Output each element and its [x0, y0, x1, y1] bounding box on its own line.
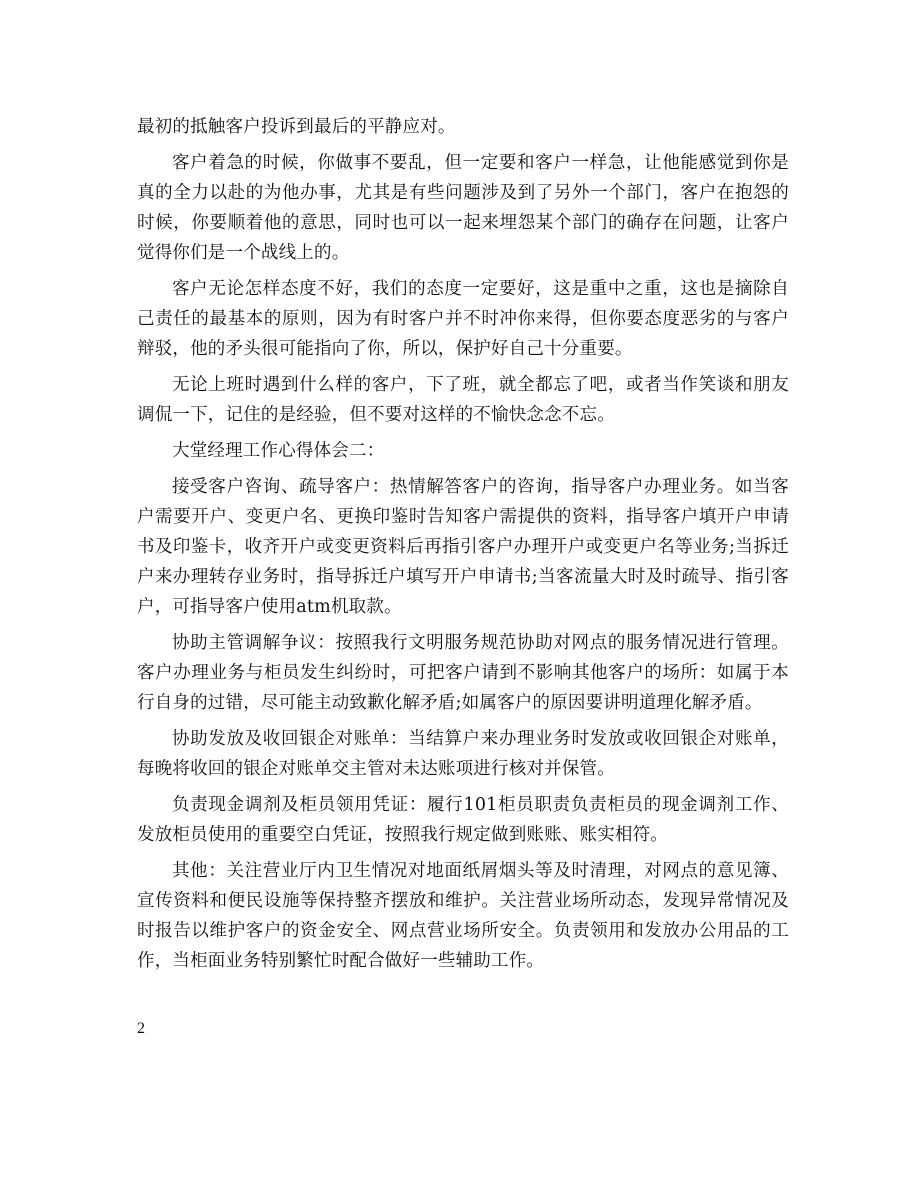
paragraph-8: 协助发放及收回银企对账单：当结算户来办理业务时发放或收回银企对账单，每晚将收回的银企对账单交主管对未达账项进行核对并保管。: [137, 729, 789, 779]
paragraph-4: 无论上班时遇到什么样的客户，下了班，就全都忘了吧，或者当作笑谈和朋友调侃一下，记住的是经验，但不要对这样的不愉快念念不忘。: [137, 375, 789, 425]
paragraph-9: 负责现金调剂及柜员领用凭证：履行101柜员职责负责柜员的现金调剂工作、发放柜员使用的重要空白凭证，按照我行规定做到账账、账实相符。: [137, 795, 789, 845]
section-heading: 大堂经理工作心得体会二：: [172, 441, 385, 461]
document-body: [137, 112, 789, 982]
paragraph-10: 其他：关注营业厅内卫生情况对地面纸屑烟头等及时清理，对网点的意见簿、宣传资料和便民设施等保持整齐摆放和维护。关注营业场所动态，发现异常情况及时报告以维护客户的资金安全、网点营业场所安全。负责领用和发放办公用品的工作，当柜面业务特别繁忙时配合做好一些辅助工作。: [137, 861, 789, 971]
paragraph-3: 客户无论怎样态度不好，我们的态度一定要好，这是重中之重，这也是摘除自己责任的最基本的原则，因为有时客户并不时冲你来得，但你要态度恶劣的与客户辩驳，他的矛头很可能指向了你，所以，保护好自己十分重要。: [137, 279, 789, 359]
page-number: 2: [137, 1020, 145, 1037]
paragraph-1: 最初的抵触客户投诉到最后的平静应对。: [137, 117, 456, 137]
paragraph-7: 协助主管调解争议：按照我行文明服务规范协助对网点的服务情况进行管理。客户办理业务与柜员发生纠纷时，可把客户请到不影响其他客户的场所：如属于本行自身的过错，尽可能主动致歉化解矛盾;如属客户的原因要讲明道理化解矛盾。: [137, 633, 789, 713]
paragraph-6: 接受客户咨询、疏导客户：热情解答客户的咨询，指导客户办理业务。如当客户需要开户、变更户名、更换印鉴时告知客户需提供的资料，指导客户填开户申请书及印鉴卡，收齐开户或变更资料后再指引客户办理开户或变更户名等业务;当拆迁户来办理转存业务时，指导拆迁户填写开户申请书;当客流量大时及时疏导、指引客户，可指导客户使用atm机取款。: [137, 477, 789, 617]
paragraph-2: 客户着急的时候，你做事不要乱，但一定要和客户一样急，让他能感觉到你是真的全力以赴的为他办事，尤其是有些问题涉及到了另外一个部门，客户在抱怨的时候，你要顺着他的意思，同时也可以一起来埋怨某个部门的确存在问题，让客户觉得你们是一个战线上的。: [137, 153, 789, 263]
